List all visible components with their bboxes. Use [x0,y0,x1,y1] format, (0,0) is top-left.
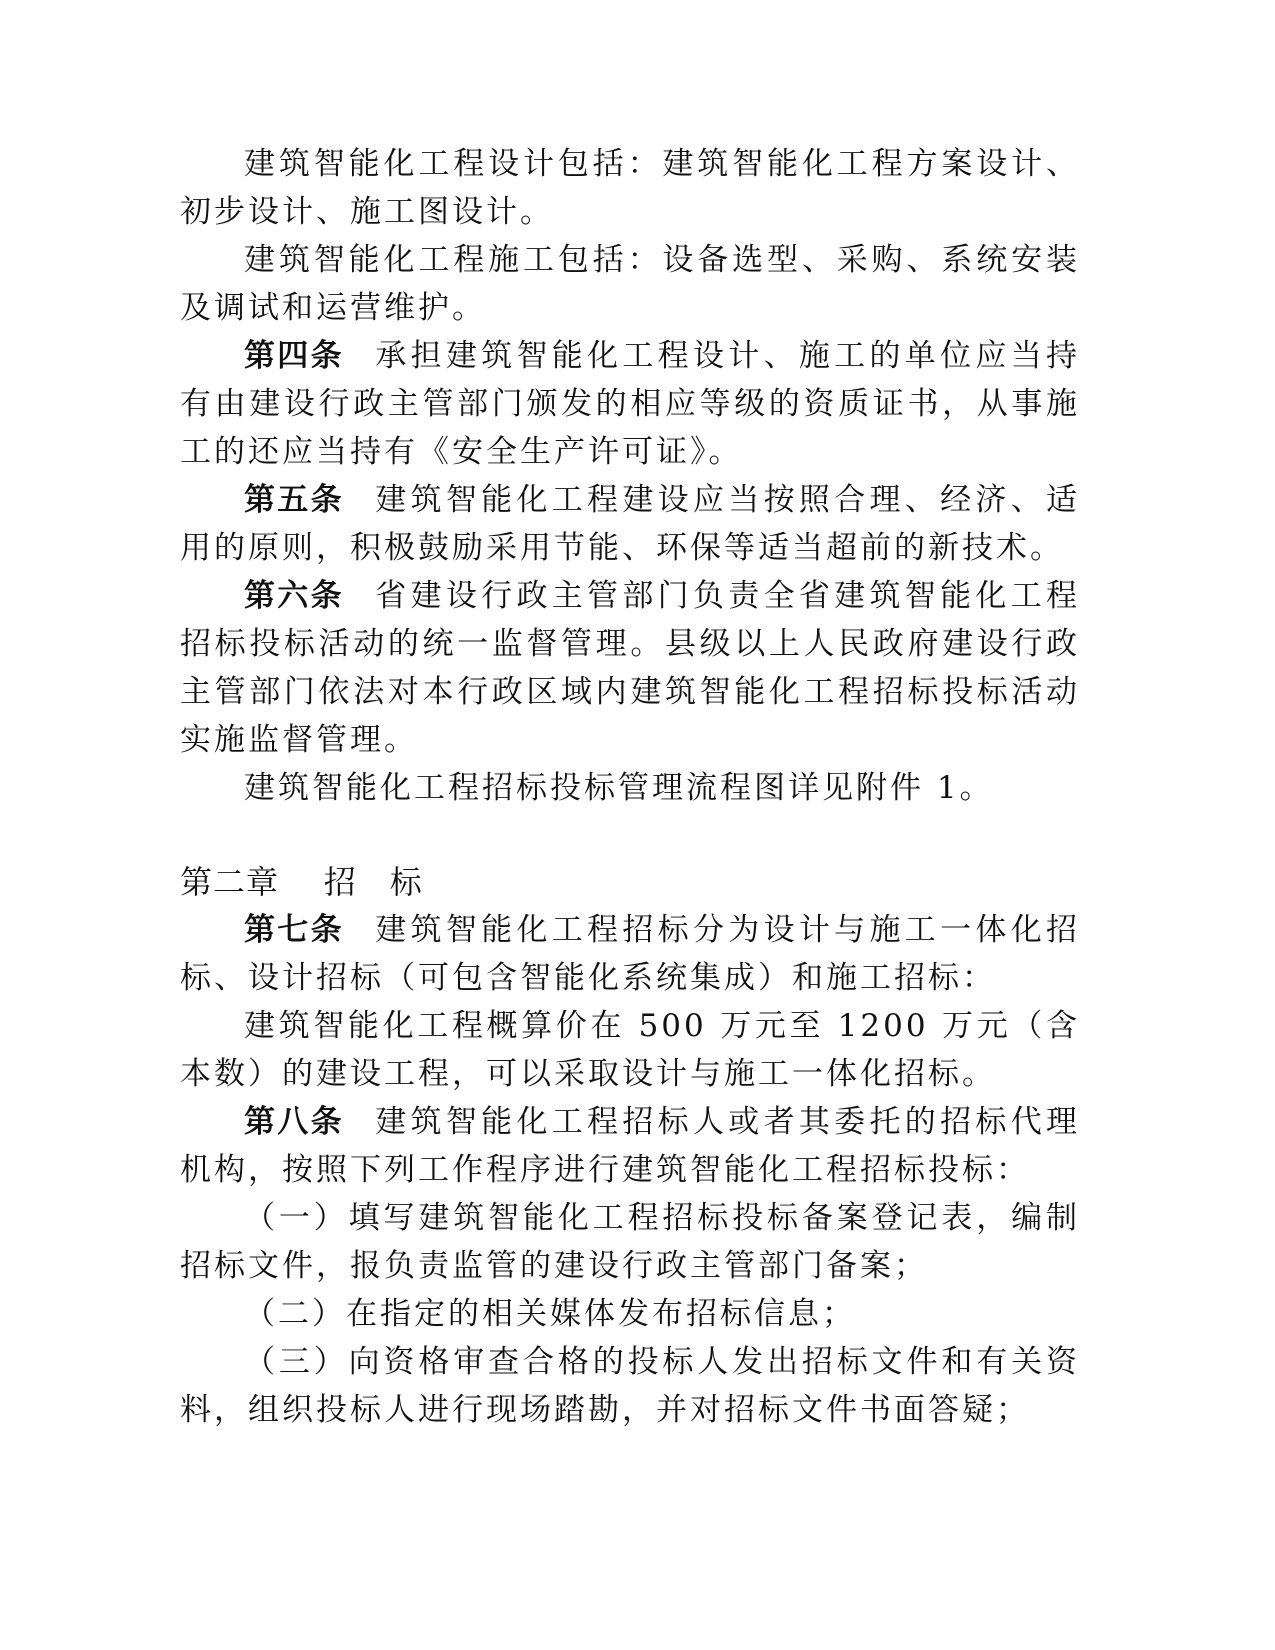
paragraph-budget-rule [180,1002,1080,1098]
article-number: 第七条 [244,912,344,948]
article-number: 第六条 [244,578,344,614]
procedure-item-2 [180,1290,1080,1338]
article-text: 承担建筑智能化工程设计、施工的单位应当持有由建设行政主管部门颁发的相应等级的资质证书，从事施工的还应当持有《安全生产许可证》。 [180,338,1081,470]
document-page [180,140,1080,1434]
procedure-item-1 [180,1194,1080,1290]
article-text: 建筑智能化工程建设应当按照合理、经济、适用的原则，积极鼓励采用节能、环保等适当超前的新技术。 [180,482,1081,566]
article-7 [180,906,1080,1002]
article-text: 建筑智能化工程招标分为设计与施工一体化招标、设计招标（可包含智能化系统集成）和施工招标： [180,912,1081,996]
procedure-text: （二）在指定的相关媒体发布招标信息； [244,1296,856,1332]
procedure-text: （三）向资格审查合格的投标人发出招标文件和有关资料，组织投标人进行现场踏勘，并对招标文件书面答疑； [180,1344,1080,1428]
procedure-item-3 [180,1338,1080,1434]
article-text: 省建设行政主管部门负责全省建筑智能化工程招标投标活动的统一监督管理。县级以上人民政府建设行政主管部门依法对本行政区域内建筑智能化工程招标投标活动实施监督管理。 [180,578,1081,758]
chapter-heading [180,858,1080,906]
paragraph-construction-scope [180,236,1080,332]
paragraph-flowchart-note [180,764,1080,812]
article-text: 建筑智能化工程招标人或者其委托的招标代理机构，按照下列工作程序进行建筑智能化工程招标投标： [180,1104,1081,1188]
paragraph-text: 建筑智能化工程设计包括：建筑智能化工程方案设计、初步设计、施工图设计。 [180,146,1080,230]
procedure-text: （一）填写建筑智能化工程招标投标备案登记表，编制招标文件，报负责监管的建设行政主管部门备案； [180,1200,1080,1284]
article-4 [180,332,1080,476]
paragraph-text: 建筑智能化工程招标投标管理流程图详见附件 1。 [244,770,994,806]
article-8 [180,1098,1080,1194]
article-5 [180,476,1080,572]
article-6 [180,572,1080,764]
paragraph-text: 建筑智能化工程概算价在 500 万元至 1200 万元（含本数）的建设工程，可以采取设计与施工一体化招标。 [180,1008,1080,1092]
article-number: 第八条 [244,1104,344,1140]
chapter-title: 招 标 [323,863,423,901]
article-number: 第四条 [244,338,344,374]
chapter-label: 第二章 [180,863,280,901]
paragraph-design-scope [180,140,1080,236]
paragraph-text: 建筑智能化工程施工包括：设备选型、采购、系统安装及调试和运营维护。 [180,242,1080,326]
article-number: 第五条 [244,482,344,518]
